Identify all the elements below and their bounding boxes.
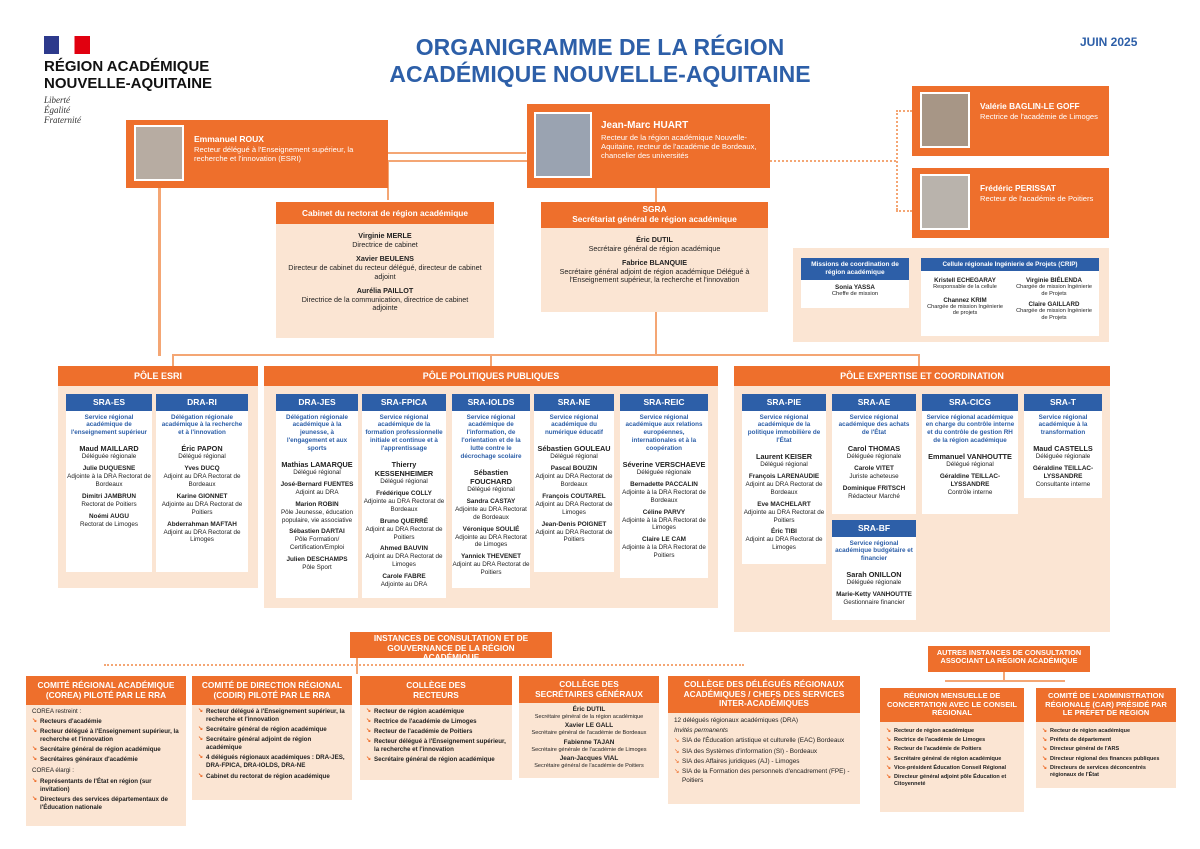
person-name: Géraldine TEILLAC-LYSSANDRE [939, 473, 1001, 489]
list-item: ↘ Recteur délégué à l'Enseignement supérieur, la recherche et l'innovation [198, 708, 346, 724]
list-item: ↘ Directeur général adjoint pôle Éducation et Citoyenneté [886, 774, 1018, 788]
person-name: Eve MACHELART [757, 500, 811, 508]
crip-p3-name: Channez KRIM [943, 296, 987, 304]
person-name: Géraldine TEILLAC-LYSSANDRE [1032, 465, 1094, 481]
person-name: Véronique SOULIÉ [462, 525, 520, 533]
person-role: Adjointe au DRA Rectorat de Poitiers [743, 508, 825, 524]
missions-role: Cheffe de mission [831, 290, 879, 297]
list-item: ↘ Recteur de région académique [1042, 728, 1170, 735]
missions-title: Missions de coordination de région académique [801, 258, 909, 280]
crip-box [921, 258, 1099, 336]
list-item: ↘ SIA des Affaires juridiques (AJ) - Limoges [674, 757, 800, 765]
cabinet-p3-role: Directrice de la communication, directrice de cabinet adjointe [301, 294, 469, 313]
motto-fraternite: Fraternité [44, 115, 81, 125]
person-role: Rédacteur Marché [848, 493, 900, 501]
cabinet-p1-name: Virginie MERLE [358, 231, 412, 240]
huart-role: Recteur de la région académique Nouvelle-Aquitaine, recteur de l'académie de Bordeaux, chancelier des universités [601, 133, 757, 161]
car-title: COMITÉ DE L'ADMINISTRATION RÉGIONALE (CAR) PRÉSIDÉ PAR LE PRÉFET DE RÉGION [1036, 688, 1176, 722]
person-name: Maud MAILLARD [79, 444, 139, 454]
corea-restreint-label: COREA restreint : [32, 708, 82, 716]
sg-box [519, 676, 659, 778]
cabinet-p2-role: Directeur de cabinet du recteur délégué, directeur de cabinet adjoint [288, 262, 482, 281]
person-name: Noémi AUGU [89, 512, 129, 520]
person-role: Déléguée régionale [81, 453, 137, 461]
sra-mission: Délégation régionale académique à la jeunesse, à l'engagement et aux sports [286, 413, 348, 453]
person-name: François COUTAREL [542, 492, 606, 500]
list-item: ↘ Secrétaires généraux d'académie [32, 756, 180, 764]
crip-p4-name: Claire GAILLARD [1028, 300, 1080, 308]
crip-p3-role: Chargée de mission Ingénierie de projets [927, 303, 1003, 317]
sra-mission: Service régional académique en charge du contrôle interne et du contrôle de gestion RH de la région académique [925, 413, 1015, 445]
person-name: Céline PARVY [642, 508, 686, 516]
recteurs-list [360, 705, 512, 769]
perissat-photo [920, 174, 970, 230]
person-role: Délégué régional [293, 469, 341, 477]
person-role: Déléguée régionale [846, 453, 902, 461]
huart-card [527, 104, 770, 188]
person-role: Adjoint au DRA [295, 488, 339, 496]
sgra-box [541, 202, 768, 312]
roux-card [126, 120, 388, 188]
sgra-p2-name: Fabrice BLANQUIE [621, 258, 688, 268]
perissat-role: Recteur de l'académie de Poitiers [980, 194, 1094, 203]
arrow-icon: ↘ [674, 747, 680, 755]
sra-code: SRA-FPICA [362, 394, 446, 411]
sg-r3: Secrétaire générale de l'académie de Limoges [531, 746, 647, 753]
missions-box [801, 258, 909, 308]
sra-box-sra-cicg [922, 394, 1018, 514]
list-item: ↘ Directeurs de services déconcentrés régionaux de l'État [1042, 765, 1170, 779]
car-box [1036, 688, 1176, 788]
pole-esri-title: PÔLE ESRI [58, 366, 258, 386]
list-item: ↘ Cabinet du rectorat de région académique [198, 773, 346, 781]
sra-mission: Service régional académique de l'enseignement supérieur [70, 413, 148, 437]
person-name: Pascal BOUZIN [550, 465, 598, 473]
sra-code: SRA-NE [534, 394, 614, 411]
person-role: Adjointe au DRA Rectorat de Limoges [455, 533, 527, 549]
rm-list [880, 722, 1024, 793]
sra-mission: Service régional académique budgétaire et financier [835, 539, 913, 563]
list-item: ↘ Préfets de département [1042, 737, 1170, 744]
list-item: ↘ Secrétaire général adjoint de région académique [198, 736, 346, 752]
person-role: Adjoint au DRA Rectorat de Poitiers [452, 561, 530, 577]
missions-name: Sonia YASSA [835, 283, 875, 291]
list-item: ↘ Directeur général de l'ARS [1042, 746, 1170, 753]
person-name: Julien DESCHAMPS [286, 556, 348, 564]
list-item: ↘ Recteurs d'académie [32, 718, 180, 726]
huart-photo [534, 112, 592, 178]
person-name: Dominique FRITSCH [842, 485, 906, 493]
corea-title: COMITÉ RÉGIONAL ACADÉMIQUE (COREA) PILOTÉ PAR LE RRA [26, 676, 186, 705]
sra-code: SRA-REIC [620, 394, 708, 411]
list-item: ↘ Représentants de l'État en région (sur invitation) [32, 778, 180, 794]
sra-box-sra-bf [832, 520, 916, 620]
person-name: Claire LE CAM [641, 536, 687, 544]
list-item: ↘ Recteur délégué à l'Enseignement supérieur, la recherche et l'innovation [366, 738, 506, 754]
person-role: Contrôle interne [947, 489, 993, 497]
person-role: Adjoint au DRA Rectorat de Limoges [745, 536, 823, 552]
list-item: ↘ Directeurs des services départementaux de l'Éducation nationale [32, 796, 180, 812]
sra-code: DRA-JES [276, 394, 358, 411]
sg-p4: Jean-Jacques VIAL [559, 755, 619, 763]
person-name: Carol THOMAS [847, 444, 901, 454]
corea-box [26, 676, 186, 826]
person-role: Adjointe à la DRA Rectorat de Limoges [622, 516, 706, 532]
crip-p1-role: Responsable de la cellule [933, 284, 997, 291]
person-role: Déléguée régionale [1035, 453, 1091, 461]
corea-elargi-label: COREA élargi : [32, 767, 74, 775]
person-role: Juriste acheteuse [849, 473, 899, 481]
arrow-icon: ↘ [674, 768, 680, 776]
person-name: Abderrahman MAFTAH [167, 520, 237, 528]
person-name: François LARENAUDIE [748, 473, 820, 481]
missions-crip-box [793, 248, 1109, 342]
perissat-name: Frédéric PERISSAT [980, 183, 1056, 193]
list-item: ↘ Secrétaire général de région académique [198, 726, 346, 734]
sgra-p1-role: Secrétaire général de région académique [588, 243, 721, 253]
rm-title: RÉUNION MENSUELLE DE CONCERTATION AVEC LE CONSEIL RÉGIONAL [880, 688, 1024, 722]
sgra-title1: SGRA [642, 204, 667, 214]
crip-p1-name: Kristell ECHEGARAY [934, 277, 996, 284]
crip-p2-name: Virginie BIÉLENDA [1026, 277, 1082, 284]
person-role: Adjoint au DRA Rectorat de Limoges [163, 528, 241, 544]
sg-r1: Secrétaire général de la région académique [534, 713, 644, 720]
person-role: Gestionnaire financier [843, 599, 905, 607]
page-title-line2: ACADÉMIQUE NOUVELLE-AQUITAINE [389, 61, 811, 87]
sg-p3: Fabienne TAJAN [563, 738, 615, 746]
sra-box-dra-ri [156, 394, 248, 572]
dra-college-l1: 12 délégués régionaux académiques (DRA) [674, 716, 798, 724]
person-role: Adjointe à la DRA Rectorat de Bordeaux [67, 473, 151, 489]
sg-r4: Secrétaire général de l'académie de Poitiers [534, 762, 644, 769]
list-item: ↘ SIA de l'Éducation artistique et culturelle (EAC) Bordeaux [674, 737, 845, 745]
person-name: Mathias LAMARQUE [281, 459, 353, 469]
sra-mission: Service régional académique des achats de l'État [838, 413, 910, 437]
sra-box-sra-iolds [452, 394, 530, 588]
dra-college-l2: Invités permanents [674, 726, 728, 734]
sra-box-sra-ae [832, 394, 916, 514]
list-item: ↘ SIA des Systèmes d'information (SI) - Bordeaux [674, 747, 818, 755]
sra-mission: Service régional académique de la politique immobilière de l'État [747, 413, 821, 445]
dra-college-list [674, 737, 854, 785]
instances-title: INSTANCES DE CONSULTATION ET DE GOUVERNANCE DE LA RÉGION ACADÉMIQUE [350, 632, 552, 658]
sg-p1: Éric DUTIL [572, 706, 606, 714]
list-item: ↘ Vice-président Éducation Conseil Régional [886, 765, 1018, 772]
codir-list [192, 705, 352, 786]
autres-title: AUTRES INSTANCES DE CONSULTATION ASSOCIANT LA RÉGION ACADÉMIQUE [928, 646, 1090, 672]
person-role: Pôle Jeunesse, éducation populaire, vie associative [280, 508, 354, 524]
person-name: Thierry KESSENHEIMER [374, 459, 434, 479]
person-role: Adjoint au DRA Rectorat de Limoges [365, 553, 443, 569]
person-role: Délégué régional [946, 461, 994, 469]
person-role: Rectorat de Limoges [79, 520, 139, 528]
person-role: Adjoint au DRA Rectorat de Bordeaux [535, 473, 613, 489]
person-name: Marie-Ketty VANHOUTTE [836, 591, 912, 599]
person-role: Adjointe à la DRA Rectorat de Poitiers [622, 544, 706, 560]
person-name: Sébastien FOUCHARD [470, 467, 512, 486]
list-item: ↘ Recteur de l'académie de Poitiers [886, 746, 1018, 753]
person-name: Éric PAPON [181, 444, 223, 454]
sra-box-sra-es [66, 394, 152, 572]
sra-mission: Service régional académique de l'information, de l'orientation et de la lutte contre le décrochage scolaire [460, 413, 522, 460]
sra-code: SRA-PIE [742, 394, 826, 411]
crip-p4-role: Chargée de mission Ingénierie de Projets [1016, 308, 1092, 321]
list-item: ↘ SIA de la Formation des personnels d'encadrement (FPE) - Poitiers [674, 768, 850, 784]
person-role: Adjointe au DRA Rectorat de Poitiers [161, 500, 243, 516]
list-item: ↘ Rectrice de l'académie de Limoges [366, 718, 506, 726]
sra-mission: Service régional académique aux relations européennes, internationales et à la coopération [625, 413, 703, 453]
person-name: Marion ROBIN [295, 500, 339, 508]
sra-mission: Service régional académique à la transformation [1038, 413, 1088, 437]
cabinet-box [276, 202, 494, 338]
sra-code: SRA-T [1024, 394, 1102, 411]
person-role: Adjointe au DRA Rectorat de Bordeaux [455, 505, 527, 521]
sgra-p1-name: Éric DUTIL [636, 234, 673, 244]
person-role: Adjoint au DRA Rectorat de Poitiers [365, 525, 443, 541]
republic-flag-logo [44, 36, 90, 54]
logo-line2: NOUVELLE-AQUITAINE [44, 75, 213, 92]
roux-photo [134, 125, 184, 181]
person-name: Jean-Denis POIGNET [541, 520, 607, 528]
person-role: Pôle Formation/ Certification/Emploi [289, 536, 345, 552]
person-name: Maud CASTELLS [1033, 444, 1093, 454]
person-name: Séverine VERSCHAEVE [622, 459, 706, 469]
person-name: Sébastien DARTAI [289, 528, 345, 536]
sra-code: DRA-RI [156, 394, 248, 411]
person-role: Adjoint au DRA Rectorat de Bordeaux [163, 473, 241, 489]
person-name: Frédérique COLLY [376, 490, 432, 497]
person-name: Carole FABRE [382, 573, 426, 581]
cabinet-p3-name: Aurélia PAILLOT [356, 286, 414, 296]
perissat-card [912, 168, 1109, 238]
sgra-title2: Secrétariat général de région académique [572, 213, 737, 224]
sra-mission: Service régional académique de la formation professionnelle initiale et continue et à l'apprentissage [365, 413, 443, 453]
sra-box-sra-pie [742, 394, 826, 564]
arrow-icon: ↘ [674, 737, 680, 745]
sra-code: SRA-IOLDS [452, 394, 530, 411]
list-item: ↘ Directeur régional des finances publiques [1042, 756, 1170, 763]
person-name: Éric TIBI [771, 528, 797, 536]
person-name: Sandra CASTAY [466, 497, 516, 505]
recteurs-title: COLLÈGE DES RECTEURS [360, 676, 512, 705]
crip-p2-role: Chargée de mission Ingénierie de Projets [1016, 284, 1092, 297]
list-item: ↘ Secrétaire général de région académique [886, 756, 1018, 763]
person-name: Carole VITET [854, 465, 894, 473]
cabinet-title: Cabinet du rectorat de région académique [276, 202, 494, 224]
rm-box [880, 688, 1024, 812]
crip-title: Cellule régionale Ingénierie de Projets (CRIP) [921, 258, 1099, 271]
person-name: Sébastien GOULEAU [537, 444, 611, 454]
sra-mission: Service régional académique du numérique éducatif [544, 413, 604, 437]
person-role: Adjoint au DRA Rectorat de Poitiers [535, 528, 613, 544]
motto-egalite: Égalité [44, 105, 70, 115]
person-role: Déléguée régionale [636, 469, 692, 477]
logo-line1: RÉGION ACADÉMIQUE [44, 58, 210, 75]
roux-role: Recteur délégué à l'Enseignement supérieur, la recherche et l'innovation (ESRI) [194, 145, 354, 164]
codir-title: COMITÉ DE DIRECTION RÉGIONAL (CODIR) PILOTÉ PAR LE RRA [192, 676, 352, 705]
date-label: JUIN 2025 [1080, 35, 1138, 49]
sra-code: SRA-CICG [922, 394, 1018, 411]
person-role: Déléguée régionale [846, 579, 902, 587]
baglin-role: Rectrice de l'académie de Limoges [980, 112, 1098, 121]
list-item: ↘ 4 délégués régionaux académiques : DRA-JES, DRA-FPICA, DRA-IOLDS, DRA-NE [198, 754, 346, 770]
cabinet-p1-role: Directrice de cabinet [352, 239, 418, 249]
person-name: Yannick THEVENET [460, 553, 522, 561]
person-name: Ahmed BAUVIN [380, 545, 428, 553]
person-name: Karine GIONNET [176, 492, 228, 500]
sgra-p2-role: Secrétaire général adjoint de région académique Délégué à l'Enseignement supérieur, la recherche et l'innovation [559, 266, 750, 285]
pole-ppp-title: PÔLE POLITIQUES PUBLIQUES [264, 366, 718, 386]
person-name: Bruno QUERRÉ [380, 517, 428, 525]
sra-box-sra-ne [534, 394, 614, 572]
person-role: Délégué régional [760, 461, 808, 469]
sg-r2: Secrétaire général de l'académie de Bordeaux [531, 730, 647, 737]
person-role: Pôle Sport [302, 564, 332, 572]
person-name: Laurent KEISER [756, 452, 812, 462]
codir-box [192, 676, 352, 800]
list-item: ↘ Recteur de l'académie de Poitiers [366, 728, 506, 736]
person-role: Adjoint au DRA Rectorat de Limoges [535, 500, 613, 516]
corea-restreint-list [32, 718, 180, 764]
sra-box-sra-fpica [362, 394, 446, 598]
person-name: Bernadette PACCALIN [630, 480, 698, 488]
person-role: Adjoint au DRA Rectorat de Bordeaux [745, 481, 823, 496]
motto-liberte: Liberté [44, 95, 70, 105]
sra-box-sra-t [1024, 394, 1102, 498]
list-item: ↘ Recteur de région académique [366, 708, 506, 716]
list-item: ↘ Recteur de région académique [886, 728, 1018, 735]
sra-code: SRA-ES [66, 394, 152, 411]
sg-title: COLLÈGE DES SECRÉTAIRES GÉNÉRAUX [519, 676, 659, 703]
person-role: Délégué régional [380, 478, 428, 486]
person-role: Rectorat de Poitiers [81, 500, 137, 508]
person-name: José-Bernard FUENTES [280, 480, 354, 488]
corea-elargi-list [32, 778, 180, 812]
baglin-name: Valérie BAGLIN-LE GOFF [980, 101, 1080, 111]
car-list [1036, 722, 1176, 784]
list-item: ↘ Recteur délégué à l'Enseignement supérieur, la recherche et l'innovation [32, 728, 180, 744]
person-name: Dimitri JAMBRUN [82, 492, 136, 500]
sra-code: SRA-BF [832, 520, 916, 537]
huart-name: Jean-Marc HUART [601, 120, 689, 131]
dra-college-title: COLLÈGE DES DÉLÉGUÉS RÉGIONAUX ACADÉMIQUES / CHEFS DES SERVICES INTER-ACADÉMIQUES [668, 676, 860, 713]
list-item: ↘ Secrétaire général de région académique [32, 746, 180, 754]
person-name: Julie DUQUESNE [82, 465, 136, 473]
list-item: ↘ Rectrice de l'académie de Limoges [886, 737, 1018, 744]
person-role: Adjointe au DRA Rectorat de Bordeaux [363, 498, 445, 513]
person-name: Sarah ONILLON [846, 570, 902, 580]
dra-college-box [668, 676, 860, 804]
person-role: Adjointe au DRA [380, 581, 428, 589]
recteurs-box [360, 676, 512, 780]
baglin-photo [920, 92, 970, 148]
person-role: Consultante interne [1035, 481, 1091, 489]
person-name: Yves DUCQ [184, 465, 220, 473]
person-role: Adjointe à la DRA Rectorat de Bordeaux [622, 488, 706, 504]
person-name: Emmanuel VANHOUTTE [928, 452, 1012, 462]
arrow-icon: ↘ [674, 757, 680, 765]
sra-box-sra-reic [620, 394, 708, 578]
person-role: Délégué régional [178, 453, 226, 461]
person-role: Délégué régional [550, 453, 598, 461]
page-title-line1: ORGANIGRAMME DE LA RÉGION [415, 34, 785, 60]
list-item: ↘ Secrétaire général de région académique [366, 756, 506, 764]
roux-name: Emmanuel ROUX [194, 134, 264, 144]
sg-p2: Xavier LE GALL [564, 722, 614, 730]
sra-mission: Délégation régionale académique à la recherche et à l'innovation [161, 413, 243, 437]
cabinet-p2-name: Xavier BEULENS [356, 254, 414, 264]
pole-pec-title: PÔLE EXPERTISE ET COORDINATION [734, 366, 1110, 386]
sra-code: SRA-AE [832, 394, 916, 411]
sra-box-dra-jes [276, 394, 358, 598]
person-role: Délégué régional [467, 486, 515, 493]
baglin-card [912, 86, 1109, 156]
